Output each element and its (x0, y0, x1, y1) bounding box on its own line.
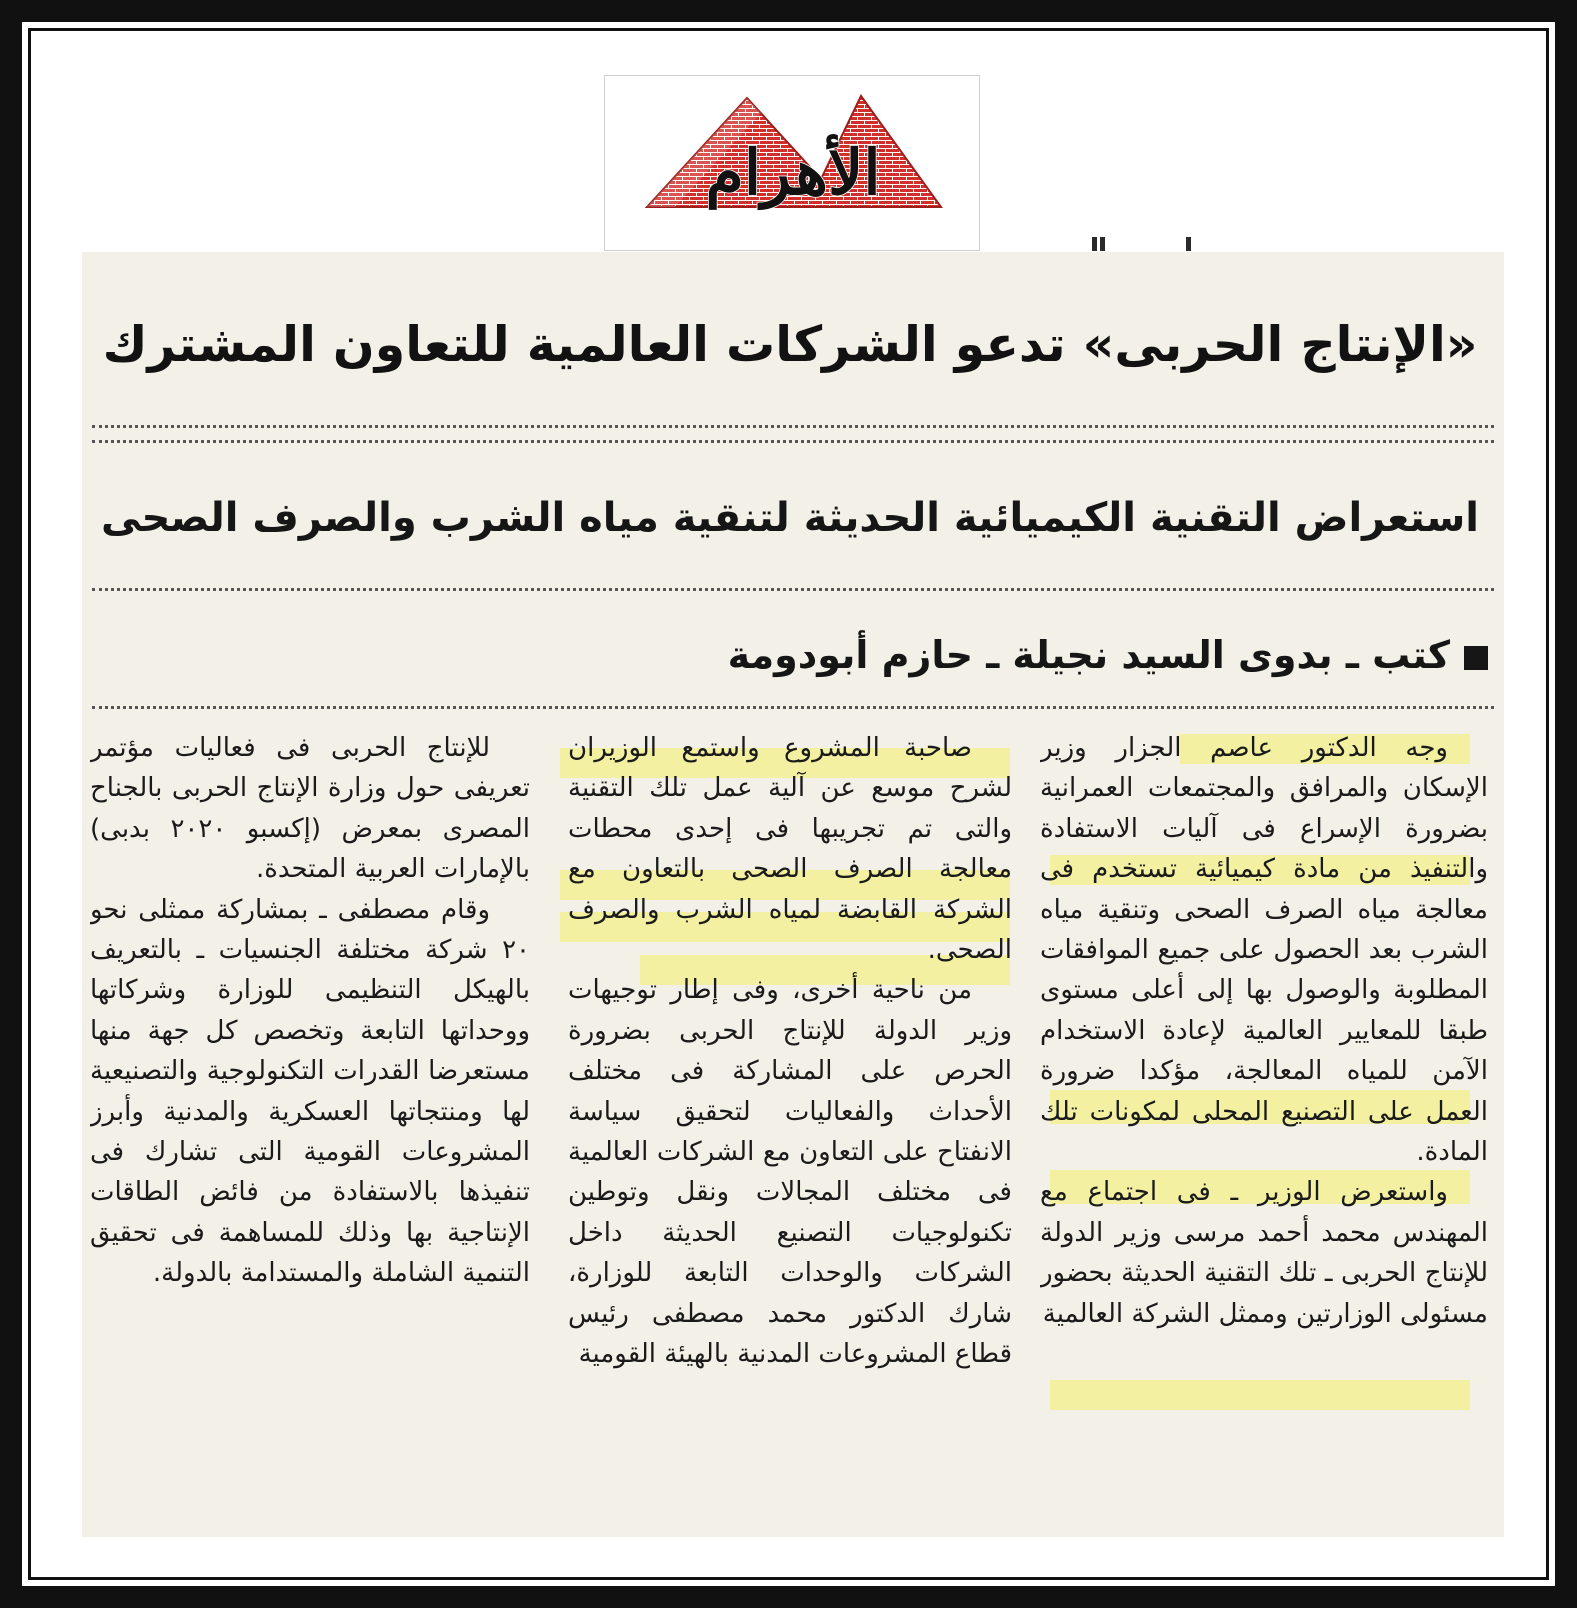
article-column-1 (1040, 728, 1488, 1518)
dotted-divider (92, 440, 1494, 443)
article-subheadline: استعراض التقنية الكيميائية الحديثة لتنقية مياه الشرب والصرف الصحى (101, 495, 1479, 541)
article-column-3 (90, 728, 530, 1518)
column-marker (1092, 237, 1097, 251)
paragraph: للإنتاج الحربى فى فعاليات مؤتمر تعريفى حول وزارة الإنتاج الحربى بالجناح المصرى بمعرض (إكسبو ٢٠٢٠ بدبى) بالإمارات العربية المتحدة. (90, 733, 530, 885)
paragraph: من ناحية أخرى، وفى إطار توجيهات وزير الدولة للإنتاج الحربى بضرورة الحرص على المشاركة فى مختلف الأحداث والفعاليات لتحقيق سياسة الانفتاح على التعاون مع الشركات العالمية فى مختلف المجالات ونقل وتوطين تكنولوجيات التصنيع الحديثة داخل الشركات والوحدات التابعة للوزارة، شارك الدكتور محمد مصطفى رئيس قطاع المشروعات المدنية بالهيئة القومية (568, 975, 1012, 1370)
byline-square-icon (1464, 646, 1488, 670)
article-headline: «الإنتاج الحربى» تدعو الشركات العالمية للتعاون المشترك (102, 316, 1478, 373)
paragraph: صاحبة المشروع واستمع الوزيران لشرح موسع عن آلية عمل تلك التقنية والتى تم تجريبها فى إحدى محطات معالجة الصرف الصحى بالتعاون مع الشركة القابضة لمياه الشرب والصرف الصحى. (568, 733, 1012, 966)
article-byline (600, 622, 1488, 688)
dotted-divider (92, 706, 1494, 709)
column-marker (1186, 237, 1191, 251)
dotted-divider (92, 425, 1494, 428)
paragraph: واستعرض الوزير ـ فى اجتماع مع المهندس محمد أحمد مرسى وزير الدولة للإنتاج الحربى ـ تلك التقنية الحديثة بحضور مسئولى الوزارتين وممثل الشركة العالمية (1040, 1177, 1488, 1329)
pyramid-logo-icon (605, 76, 981, 252)
article-column-2 (568, 728, 1012, 1518)
byline-text: كتب ـ بدوى السيد نجيلة ـ حازم أبودومة (727, 633, 1450, 677)
dotted-divider (92, 588, 1494, 591)
column-marker (1100, 237, 1105, 251)
newspaper-logo (604, 75, 980, 251)
paragraph: وقام مصطفى ـ بمشاركة ممثلى نحو ٢٠ شركة مختلفة الجنسيات ـ بالتعريف بالهيكل التنظيمى للوزارة وشركاتها ووحداتها التابعة وتخصص كل جهة منها مستعرضا القدرات التكنولوجية والتصنيعية لها ومنتجاتها العسكرية والمدنية وأبرز المشروعات القومية التى تشارك فى تنفيذها بالاستفادة من فائض الطاقات الإنتاجية بها وذلك للمساهمة فى تحقيق التنمية الشاملة والمستدامة بالدولة. (90, 894, 530, 1289)
paragraph: وجه الدكتور عاصم الجزار وزير الإسكان والمرافق والمجتمعات العمرانية بضرورة الإسراع فى آليات الاستفادة والتنفيذ من مادة كيميائية تستخدم فى معالجة مياه الصرف الصحى وتنقية مياه الشرب بعد الحصول على جميع الموافقات المطلوبة والوصول بها إلى أعلى مستوى طبقا للمعايير العالمية لإعادة الاستخدام الآمن للمياه المعالجة، مؤكدا ضرورة العمل على التصنيع المحلى لمكونات تلك المادة. (1040, 733, 1488, 1168)
logo-wordmark: الأهرام (705, 136, 881, 209)
